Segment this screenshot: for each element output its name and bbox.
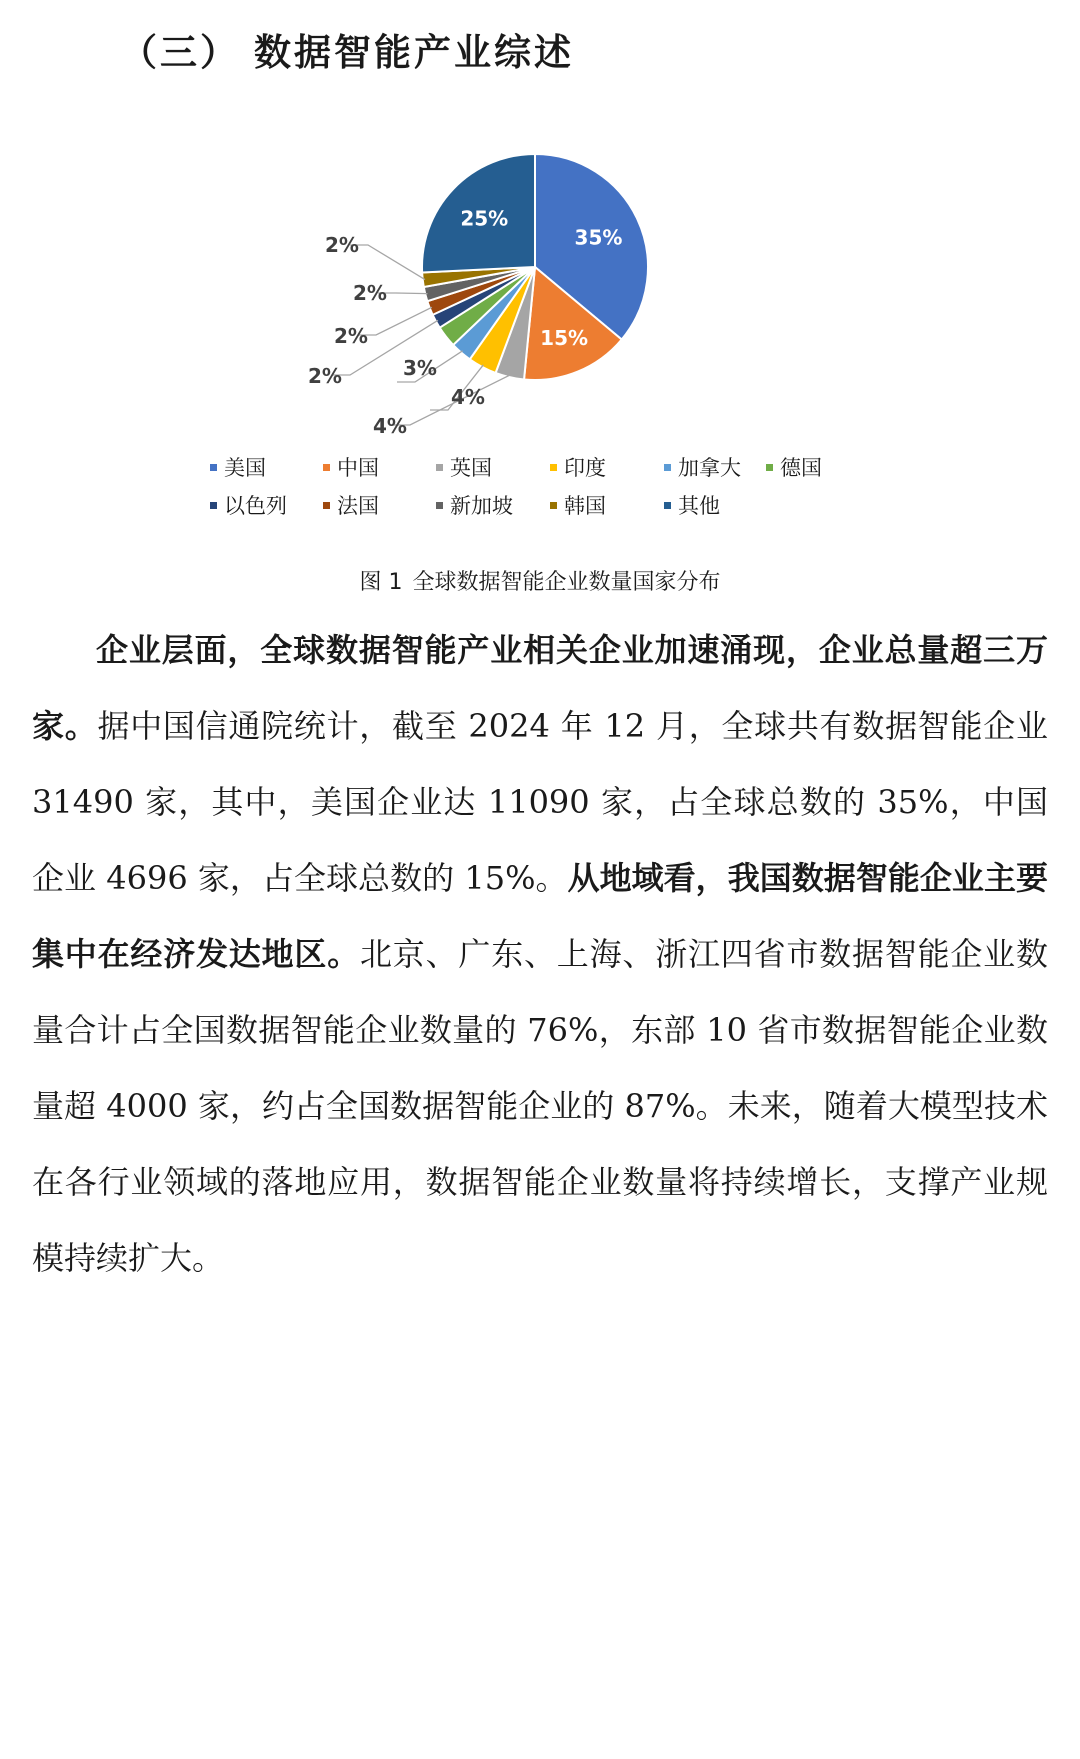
section-title: 数据智能产业综述 [254, 31, 574, 74]
pie-label-slice-e58db0e5baa6: 4% [451, 385, 485, 409]
legend-swatch [664, 502, 671, 509]
legend-item [210, 452, 323, 482]
legend-item [664, 452, 766, 482]
legend-item [323, 490, 436, 520]
legend-swatch [436, 464, 443, 471]
figure-caption-text: 全球数据智能企业数量国家分布 [412, 570, 721, 595]
figure-caption [0, 565, 1080, 596]
bold-sentence-enterprise: 企业层面，全球数据智能产业相关企业加速涌现，企业总量超三万家。 [32, 631, 1048, 745]
sentence-regional-details: 北京、广东、上海、浙江四省市数据智能企业数量合计占全国数据智能企业数量的 76%，东部 10 省市数据智能企业数量超 4000 家，约占全国数据智能企业的 87%。未来，随着大模型技术在各行业领域的落地应用，数据智能企业数量将持续增长，支撑产业规模持续扩大。 [32, 935, 1048, 1277]
legend-swatch [323, 464, 330, 471]
pie-label-slice-e99fa9e59bbd: 2% [325, 233, 359, 257]
legend-label: 美国 [224, 456, 266, 480]
pie-label-slice-e696b0e58aa0e59da1: 2% [353, 281, 387, 305]
legend-label: 加拿大 [678, 456, 741, 480]
section-heading [120, 22, 574, 76]
legend-label: 德国 [780, 456, 822, 480]
bold-sentence-region: 从地域看，我国数据智能企业主要集中在经济发达地区。 [32, 859, 1048, 973]
legend-item [766, 452, 876, 482]
legend-label: 韩国 [564, 494, 606, 518]
legend-item [550, 490, 664, 520]
pie-label-slice-e6b395e59bbd: 2% [334, 324, 368, 348]
legend-swatch [436, 502, 443, 509]
legend-item [210, 490, 323, 520]
legend-item [323, 452, 436, 482]
legend-swatch [210, 502, 217, 509]
sentence-statistics: 据中国信通院统计，截至 2024 年 12 月，全球共有数据智能企业 31490 家，其中，美国企业达 11090 家，占全球总数的 35%，中国企业 4696 家，占全球总数的 15%。 [32, 707, 1048, 897]
pie-label-slice-e58aa0e68bbfe5a4a7: 3% [403, 356, 437, 380]
pie-label-slice-e4bba5e889b2e58897: 2% [308, 364, 342, 388]
legend-swatch [550, 502, 557, 509]
pie-label-slice-e7be8ee59bbd: 35% [574, 225, 623, 250]
country-distribution-pie-chart [0, 150, 1080, 450]
legend-label: 新加坡 [450, 494, 513, 518]
pie-leader-slice-e99fa9e59bbd [350, 245, 425, 280]
legend-item [550, 452, 664, 482]
section-number: （三） [120, 31, 240, 74]
legend-item [664, 490, 766, 520]
legend-label: 印度 [564, 456, 606, 480]
legend-swatch [323, 502, 330, 509]
chart-legend [210, 452, 930, 520]
legend-label: 英国 [450, 456, 492, 480]
legend-swatch [766, 464, 773, 471]
body-paragraph [32, 612, 1048, 1296]
legend-swatch [550, 464, 557, 471]
legend-label: 法国 [337, 494, 379, 518]
pie-label-slice-e585b6e4bb96: 25% [460, 206, 509, 231]
legend-item [436, 490, 550, 520]
legend-swatch [664, 464, 671, 471]
legend-label: 以色列 [224, 494, 287, 518]
legend-swatch [210, 464, 217, 471]
pie-label-slice-e4b8ade59bbd: 15% [540, 326, 589, 351]
legend-label: 其他 [678, 494, 720, 518]
figure-number: 图 1 [359, 570, 403, 595]
legend-item [436, 452, 550, 482]
legend-label: 中国 [337, 456, 379, 480]
pie-label-slice-e88bb1e59bbd: 4% [373, 414, 407, 438]
